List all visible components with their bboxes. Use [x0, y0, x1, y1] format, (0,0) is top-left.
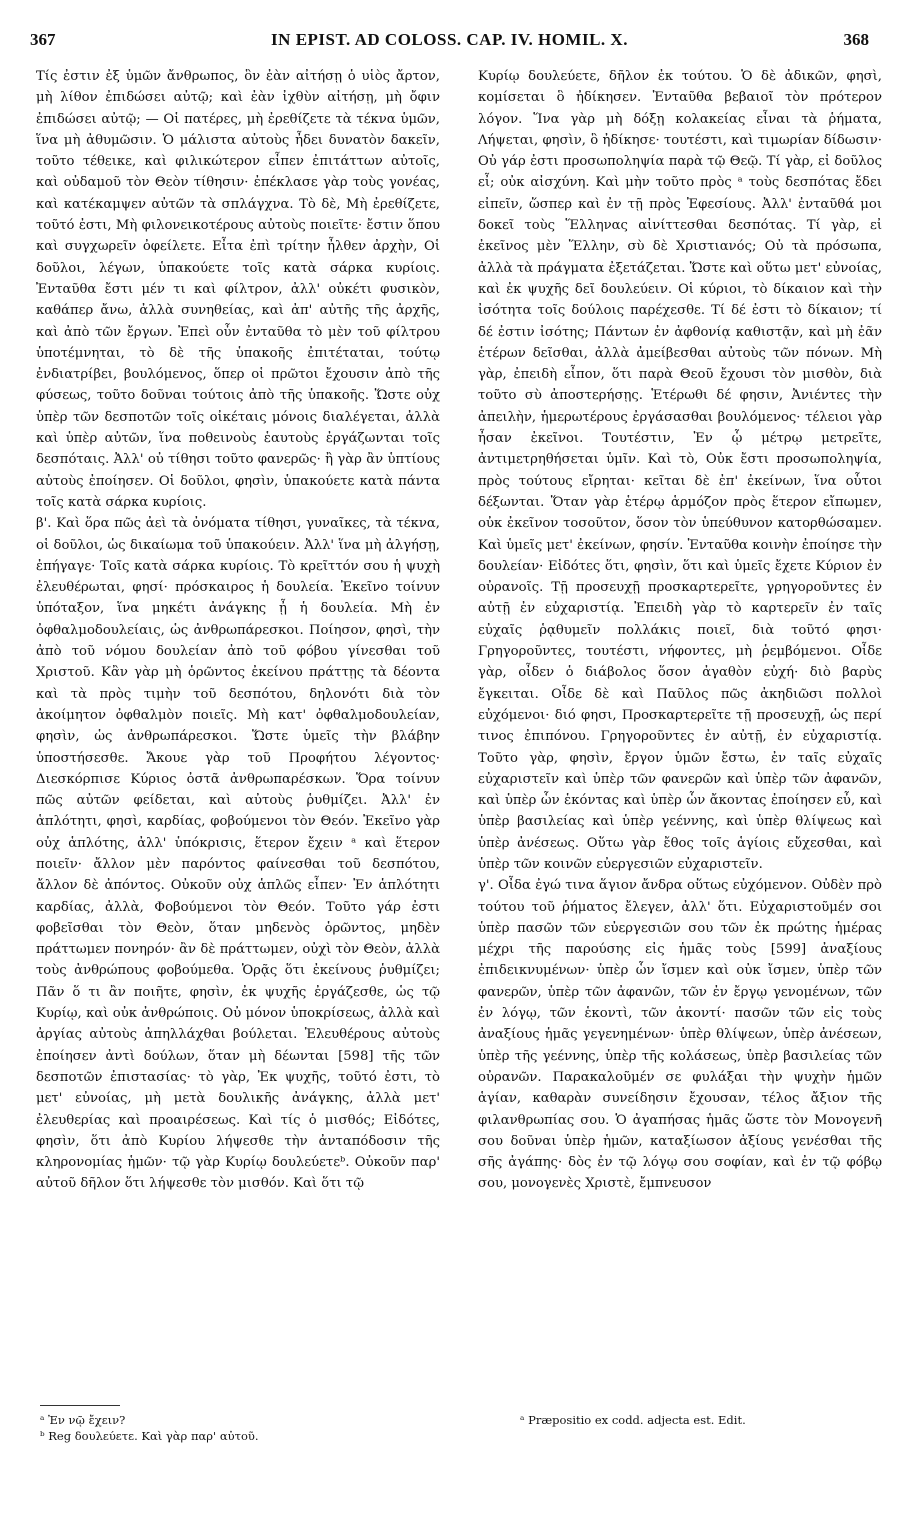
footnotes-left — [40, 1412, 440, 1444]
right-paragraph-1: Κυρίῳ δουλεύετε, δῆλον ἐκ τούτου. Ὁ δὲ ἀδικῶν, φησὶ, κομίσεται ὃ ἠδίκησεν. Ἐνταῦθα βεβαιοῖ τὸν πρότερον λόγον. Ἵνα γὰρ μὴ δόξῃ κολακείας εἶναι τὰ ῥήματα, Λήψεται, φησὶν, ὃ ἠδίκησε· τουτέστι, καὶ τιμωρίαν δίδωσιν· Οὐ γάρ ἐστι προσωποληψία παρὰ τῷ Θεῷ. Τί γὰρ, εἰ δοῦλος εἶ; οὐκ αἰσχύνη. Καὶ μὴν τοῦτο πρὸς ᵃ τοὺς δεσπότας ἔδει εἰπεῖν, ὥσπερ καὶ ἐν τῇ πρὸς Ἐφεσίους. Ἀλλ' ἐνταῦθά μοι δοκεῖ τοὺς Ἕλληνας αἰνίττεσθαι δεσπότας. Τί γὰρ, εἰ ἐκεῖνος μὲν Ἕλλην, σὺ δὲ Χριστιανός; Οὐ τὰ πρόσωπα, ἀλλὰ τὰ πράγματα ἐξετάζεται. Ὥστε καὶ οὕτω μετ' εὐνοίας, καὶ ἐκ ψυχῆς δεῖ δουλεύειν. Οἱ κύριοι, τὸ δίκαιον καὶ τὴν ἰσότητα τοῖς δούλοις παρέχεσθε. Τί δέ ἐστι τὸ δίκαιον; τί δέ ἐστιν ἰσότης; Πάντων ἐν ἀφθονίᾳ καθιστᾷν, καὶ μὴ ἐᾶν ἑτέρων δεῖσθαι, ἀλλὰ ἀμείβεσθαι αὐτοὺς τῶν πόνων. Μὴ γὰρ, ἐπειδὴ εἶπον, ὅτι παρὰ Θεοῦ ἔχουσι τὸν μισθὸν, διὰ τοῦτο σὺ ἀποστερήσῃς. Ἑτέρωθι δέ φησιν, Ἀνιέντες τὴν ἀπειλὴν, ἡμερωτέρους ἐργάσασθαι βουλόμενος· τέλειοι γὰρ ἦσαν ἐκεῖνοι. Τουτέστιν, Ἐν ᾧ μέτρῳ μετρεῖτε, ἀντιμετρηθήσεται ὑμῖν. Καὶ τὸ, Οὐκ ἔστι προσωποληψία, πρὸς τούτους εἴρηται· κεῖται δὲ ἐπ' ἐκείνων, ἵνα οὗτοι δέξωνται. Ὅταν γὰρ ἑτέρῳ ἁρμόζον πρὸς ἕτερον εἴπωμεν, οὐκ ἐκεῖνον τοσοῦτον, ὅσον τὸν ὑπεύθυνον κατορθώσαμεν. Καὶ ὑμεῖς μετ' ἐκείνων, φησίν. Ἐνταῦθα κοινὴν ἐποίησε τὴν δουλείαν· Εἰδότες ὅτι, φησὶν, ὅτι καὶ ὑμεῖς ἔχετε Κύριον ἐν οὐρανοῖς. Τῇ προσευχῇ προσκαρτερεῖτε, γρηγοροῦντες ἐν αὐτῇ ἐν εὐχαριστίᾳ. Ἐπειδὴ γὰρ τὸ καρτερεῖν ἐν ταῖς εὐχαῖς ῥᾳθυμεῖν πολλάκις ποιεῖ, διὰ τοῦτό φησι· Γρηγοροῦντες, τουτέστι, νήφοντες, μὴ ῥεμβόμενοι. Οἶδε γὰρ, οἶδεν ὁ διάβολος ὅσον ἀγαθὸν εὐχή· διὸ βαρὺς ἔγκειται. Οἶδε δὲ καὶ Παῦλος πῶς ἀκηδιῶσι πολλοὶ εὐχόμενοι· διό φησι, Προσκαρτερεῖτε τῇ προσευχῇ, ὡς περί τινος ἐπιπόνου. Γρηγοροῦντες ἐν αὐτῇ, ἐν εὐχαριστίᾳ. Τοῦτο γὰρ, φησὶν, ἔργον ὑμῶν ἔστω, ἐν ταῖς εὐχαῖς εὐχαριστεῖν καὶ ὑπὲρ τῶν φανερῶν καὶ ὑπὲρ τῶν ἀφανῶν, καὶ ὑπὲρ ὧν ἑκόντας καὶ ὑπὲρ ὧν ἄκοντας ἐποίησεν εὖ, καὶ ὑπὲρ βασιλείας καὶ ὑπὲρ γεέννης, καὶ ὑπὲρ θλίψεως καὶ ὑπὲρ ἀνέσεως. Οὕτω γὰρ ἔθος τοῖς ἁγίοις εὔχεσθαι, καὶ ὑπὲρ τῶν κοινῶν εὐεργεσιῶν εὐχαριστεῖν. — [478, 69, 882, 872]
running-title: IN EPIST. AD COLOSS. CAP. IV. HOMIL. X. — [271, 30, 628, 49]
left-paragraph-2: β'. Καὶ ὅρα πῶς ἀεὶ τὰ ὀνόματα τίθησι, γυναῖκες, τὰ τέκνα, οἱ δοῦλοι, ὡς δικαίωμα τοῦ ὑπακούειν. Ἀλλ' ἵνα μὴ ἀλγήσῃ, ἐπήγαγε· Τοῖς κατὰ σάρκα κυρίοις. Τὸ κρεῖττόν σου ἡ ψυχὴ ἐλευθέρωται, φησί· πρόσκαιρος ἡ δουλεία. Ἐκεῖνο τοίνυν ὑπόταξον, ἵνα μηκέτι ἀνάγκης ᾖ ἡ δουλεία. Μὴ ἐν ὀφθαλμοδουλείαις, ὡς ἀνθρωπάρεσκοι. Ποίησον, φησὶ, τὴν ἀπὸ τοῦ νόμου δουλείαν ἀπὸ τοῦ φόβου γίνεσθαι τοῦ Χριστοῦ. Κἂν γὰρ μὴ ὁρῶντος ἐκείνου πράττῃς τὰ δέοντα καὶ τὰ πρὸς τιμὴν τοῦ δεσπότου, δηλονότι διὰ τὸν ἀκοίμητον ὀφθαλμὸν ποιεῖς. Μὴ κατ' ὀφθαλμοδουλείαν, φησὶν, ὡς ἀνθρωπάρεσκοι. Ὥστε ὑμεῖς τὴν βλάβην ὑποστήσεσθε. Ἄκουε γὰρ τοῦ Προφήτου λέγοντος· Διεσκόρπισε Κύριος ὀστᾶ ἀνθρωπαρέσκων. Ὅρα τοίνυν πῶς αὐτῶν φείδεται, καὶ αὐτοὺς ῥυθμίζει. Ἀλλ' ἐν ἁπλότητι, φησὶ, καρδίας, φοβούμενοι τὸν Θεόν. Ἐκεῖνο γὰρ οὐχ ἁπλότης, ἀλλ' ὑπόκρισις, ἕτερον ἔχειν ᵃ καὶ ἕτερον ποιεῖν· ἄλλον μὲν παρόντος φαίνεσθαι τοῦ δεσπότου, ἄλλον δὲ ἀπόντος. Οὐκοῦν οὐχ ἁπλῶς εἶπεν· Ἐν ἁπλότητι καρδίας, ἀλλὰ, Φοβούμενοι τὸν Θεόν. Τοῦτο γάρ ἐστι φοβεῖσθαι τὸν Θεὸν, ὅταν μηδενὸς ὁρῶντος, μηδὲν πράττωμεν πονηρόν· ἂν δὲ πράττωμεν, οὐχὶ τὸν Θεὸν, ἀλλὰ τοὺς ἀνθρώπους φοβούμεθα. Ὁρᾷς ὅτι ἐκείνους ῥυθμίζει; Πᾶν ὅ τι ἂν ποιῆτε, φησὶν, ἐκ ψυχῆς ἐργάζεσθε, ὡς τῷ Κυρίῳ, καὶ οὐκ ἀνθρώποις. Οὐ μόνον ὑποκρίσεως, ἀλλὰ καὶ ἀργίας αὐτοὺς ἀπηλλάχθαι βούλεται. Ἐλευθέρους αὐτοὺς ἐποίησεν ἀντὶ δούλων, ὅταν μὴ δέωνται [598] τῆς τῶν δεσποτῶν ἐπιστασίας· τὸ γὰρ, Ἐκ ψυχῆς, τοῦτό ἐστι, τὸ μετ' εὐνοίας, μὴ μετὰ δουλικῆς ἀνάγκης, ἀλλὰ μετ' ἐλευθερίας καὶ προαιρέσεως. Καὶ τίς ὁ μισθός; Εἰδότες, φησὶν, ὅτι ἀπὸ Κυρίου λήψεσθε τὴν ἀνταπόδοσιν τῆς κληρονομίας ἡμῶν· τῷ γὰρ Κυρίῳ δουλεύετεᵇ. Οὐκοῦν παρ' αὐτοῦ δῆλον ὅτι λήψεσθε τὸν μισθόν. Καὶ ὅτι τῷ — [36, 516, 440, 1192]
left-column — [36, 66, 440, 1195]
page-number-left: 367 — [30, 30, 56, 49]
footnotes-right — [520, 1412, 880, 1428]
footnote-a: ᵃ Ἐν νῷ ἔχειν? — [40, 1413, 126, 1427]
running-header — [30, 30, 869, 54]
right-column — [478, 66, 882, 1195]
footnote-editor: ᵃ Præpositio ex codd. adjecta est. Edit. — [520, 1413, 746, 1427]
right-paragraph-2: γ'. Οἶδα ἐγώ τινα ἅγιον ἄνδρα οὕτως εὐχόμενον. Οὐδὲν πρὸ τούτου τοῦ ῥήματος ἔλεγεν, ἀλλ' ὅτι. Εὐχαριστοῦμέν σοι ὑπὲρ πασῶν τῶν εὐεργεσιῶν σου τῶν ἐκ πρώτης ἡμέρας μέχρι τῆς παρούσης εἰς ἡμᾶς τοὺς [599] ἀναξίους ἐπιδεικνυμένων· ὑπὲρ ὧν ἴσμεν καὶ οὐκ ἴσμεν, ὑπὲρ τῶν φανερῶν, ὑπὲρ τῶν ἀφανῶν, τῶν ἐν ἔργῳ γενομένων, τῶν ἐν λόγῳ, τῶν ἑκοντὶ, τῶν ἀκοντί· πασῶν τῶν εἰς τοὺς ἀναξίους ἡμᾶς γεγενημένων· ὑπὲρ θλίψεων, ὑπὲρ ἀνέσεων, ὑπὲρ τῆς γεέννης, ὑπὲρ τῆς κολάσεως, ὑπὲρ βασιλείας τῶν οὐρανῶν. Παρακαλοῦμέν σε φυλάξαι τὴν ψυχὴν ἡμῶν ἁγίαν, καθαρὰν συνείδησιν ἔχουσαν, τέλος ἄξιον τῆς φιλανθρωπίας σου. Ὁ ἀγαπήσας ἡμᾶς ὥστε τὸν Μονογενῆ σου δοῦναι ὑπὲρ ἡμῶν, καταξίωσον ἀξίους γενέσθαι τῆς σῆς ἀγάπης· δὸς ἐν τῷ λόγῳ σου σοφίαν, καὶ ἐν τῷ φόβῳ σου, μονογενὲς Χριστὲ, ἔμπνευσον — [478, 878, 882, 1192]
page-number-right: 368 — [843, 30, 869, 49]
left-paragraph-1: Τίς ἐστιν ἐξ ὑμῶν ἄνθρωπος, ὃν ἐὰν αἰτήσῃ ὁ υἱὸς ἄρτον, μὴ λίθον ἐπιδώσει αὐτῷ; καὶ ἐὰν ἰχθὺν αἰτήσῃ, μὴ ὄφιν ἐπιδώσει αὐτῷ; — Οἱ πατέρες, μὴ ἐρεθίζετε τὰ τέκνα ὑμῶν, ἵνα μὴ ἀθυμῶσιν. Ὁ μάλιστα αὐτοὺς ἦδει δυνατὸν δακεῖν, τοῦτο τέθεικε, καὶ φιλικώτερον εἶπεν ἐπιτάττων αὐτοῖς, καὶ οὐδαμοῦ τὸν Θεὸν τίθησιν· ἐπέκλασε γὰρ τοὺς γονέας, καὶ κατέκαμψεν αὐτῶν τὰ σπλάγχνα. Τὸ δὲ, Μὴ ἐρεθίζετε, τοῦτό ἐστι, Μὴ φιλονεικοτέρους αὐτοὺς ποιεῖτε· ἔστιν ὅπου καὶ συγχωρεῖν ὀφείλετε. Εἶτα ἐπὶ τρίτην ἦλθεν ἀρχὴν, Οἱ δοῦλοι, λέγων, ὑπακούετε τοῖς κατὰ σάρκα κυρίοις. Ἐνταῦθα ἔστι μέν τι καὶ φίλτρον, ἀλλ' οὐκέτι φυσικὸν, καθάπερ ἄνω, ἀλλὰ συνηθείας, καὶ ἀπ' αὐτῆς τῆς ἀρχῆς, καὶ ἀπὸ τῶν ἔργων. Ἐπεὶ οὖν ἐνταῦθα τὸ μὲν τοῦ φίλτρου ὑποτέμνηται, τὸ δὲ τῆς ὑπακοῆς ἐπιτέταται, τούτῳ ἐνδιατρίβει, βουλόμενος, ὅπερ οἱ πρῶτοι ἔχουσιν ἀπὸ τῆς φύσεως, τοῦτο δοῦναι τούτοις ἀπὸ τῆς ὑπακοῆς. Ὥστε οὐχ ὑπὲρ τῶν δεσποτῶν τοῖς οἰκέταις μόνοις διαλέγεται, ἀλλὰ καὶ ὑπὲρ αὐτῶν, ἵνα ποθεινοὺς ἑαυτοὺς ἐργάζωνται τοῖς δεσπόταις. Ἀλλ' οὐ τίθησι τοῦτο φανερῶς· ἢ γὰρ ἂν ὑπτίους αὐτοὺς ἐποίησεν. Οἱ δοῦλοι, φησὶν, ὑπακούετε κατὰ πάντα τοῖς κατὰ σάρκα κυρίοις. — [36, 69, 440, 510]
footnote-b: ᵇ Reg δουλεύετε. Καὶ γὰρ παρ' αὐτοῦ. — [40, 1429, 259, 1443]
footnote-rule-left — [40, 1405, 120, 1406]
